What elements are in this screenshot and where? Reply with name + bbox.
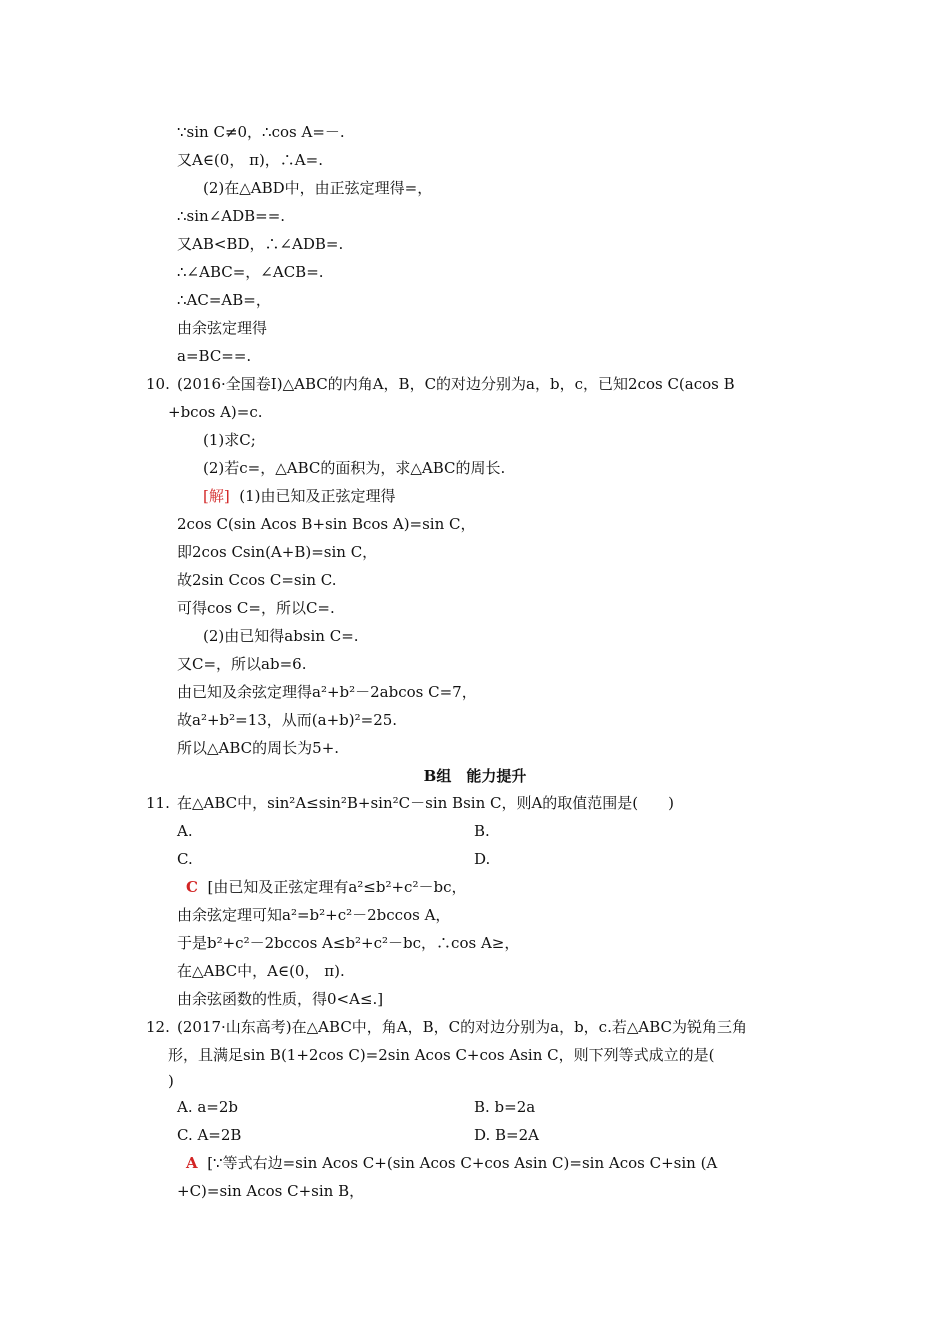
option-b: B.: [474, 822, 490, 840]
solution-line: 又A∈(0， π)，∴A=.: [177, 151, 323, 169]
option-d: D. B=2A: [474, 1126, 539, 1144]
solution-line: ∴sin∠ADB==.: [177, 207, 286, 225]
solution-line: 故2sin Ccos C=sin C.: [177, 571, 337, 589]
answer-line: [186, 1153, 717, 1173]
solution-text: [由已知及正弦定理有a²≤b²+c²－bc，: [207, 878, 467, 896]
solution-line: 即2cos Csin(A+B)=sin C，: [177, 543, 378, 561]
solution-line: 故a²+b²=13，从而(a+b)²=25.: [177, 711, 398, 729]
solution-line: a=BC==.: [177, 347, 252, 365]
solution-line: (2)由已知得absin C=.: [203, 627, 359, 645]
solution-line: ∴AC=AB=，: [177, 291, 271, 309]
solution-line: 又C=，所以ab=6.: [177, 655, 307, 673]
solution-line: 又AB<BD，∴∠ADB=.: [177, 235, 344, 253]
question-text: (2016·全国卷Ⅰ)△ABC的内角A，B，C的对边分别为a，b，c，已知2cos C(acos B: [177, 375, 735, 393]
solution-line: 可得cos C=，所以C=.: [177, 599, 335, 617]
solution-line: 由余弦定理可知a²=b²+c²－2bccos A，: [177, 906, 451, 924]
option-c: C. A=2B: [177, 1126, 242, 1144]
solution-line: (2)在△ABD中，由正弦定理得=，: [203, 179, 433, 197]
answer-line: [186, 877, 466, 897]
solution-line: 由已知及余弦定理得a²+b²－2abcos C=7，: [177, 683, 477, 701]
solution-line: 所以△ABC的周长为5+.: [177, 739, 340, 757]
option-c: C.: [177, 850, 193, 868]
answer-letter: C: [186, 878, 198, 896]
solution-text: (1)由已知及正弦定理得: [239, 487, 396, 505]
option-a: A.: [177, 822, 193, 840]
option-a: A. a=2b: [177, 1098, 239, 1116]
solution-line: 2cos C(sin Acos B+sin Bcos A)=sin C，: [177, 515, 476, 533]
option-b: B. b=2a: [474, 1098, 536, 1116]
solution-line: +C)=sin Acos C+sin B，: [177, 1182, 365, 1200]
question-number: 12.: [146, 1018, 170, 1036]
question-text: (2017·山东高考)在△ABC中，角A，B，C的对边分别为a，b，c.若△ABC为锐角三角: [177, 1018, 747, 1036]
question-part: (1)求C;: [203, 431, 256, 449]
section-title: B组 能力提升: [423, 767, 527, 785]
question-text: 形，且满足sin B(1+2cos C)=2sin Acos C+cos Asin C，则下列等式成立的是(: [168, 1046, 715, 1064]
question-number: 10.: [146, 375, 170, 393]
solution-line: 由余弦定理得: [177, 319, 268, 337]
option-d: D.: [474, 850, 491, 868]
solution-line: 由余弦函数的性质，得0<A≤.]: [177, 990, 384, 1008]
solution-line: ∵sin C≠0，∴cos A=－.: [177, 123, 345, 141]
solution-line: [203, 486, 396, 506]
solution-line: 于是b²+c²－2bccos A≤b²+c²－bc，∴cos A≥，: [177, 934, 520, 952]
question-number: 11.: [146, 794, 170, 812]
question-part: (2)若c=，△ABC的面积为，求△ABC的周长.: [203, 459, 506, 477]
question-text: 在△ABC中，sin²A≤sin²B+sin²C－sin Bsin C，则A的取值范围是( ): [177, 794, 675, 812]
solution-line: ∴∠ABC=，∠ACB=.: [177, 263, 324, 281]
answer-letter: A: [186, 1154, 198, 1172]
solution-text: [∵等式右边=sin Acos C+(sin Acos C+cos Asin C)=sin Acos C+sin (A: [207, 1154, 718, 1172]
solution-tag: [解]: [203, 487, 230, 505]
solution-line: 在△ABC中，A∈(0， π).: [177, 962, 345, 980]
question-text: +bcos A)=c.: [168, 403, 263, 421]
question-text: ): [168, 1072, 174, 1090]
